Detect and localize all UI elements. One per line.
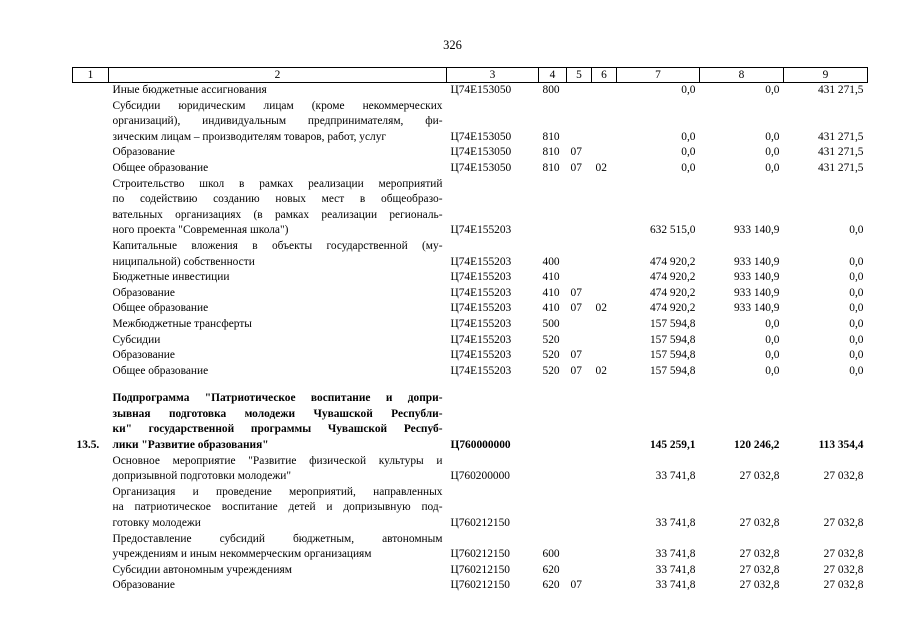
row-name-line: Капитальные вложения в объекты государственной (му- <box>112 239 443 252</box>
subsection-code <box>592 563 617 579</box>
row-name-line: Общее образование <box>112 364 209 377</box>
subsection-code <box>592 270 617 286</box>
amount-col-7: 157 594,8 <box>649 333 696 346</box>
expense-type-code: 410 <box>542 302 560 315</box>
row-name-line: зывная подготовка молодежи Чувашской Республи- <box>112 407 443 420</box>
amount-col-9: 431 271,5 <box>817 130 864 143</box>
amount-col-7: 0,0 <box>681 146 696 159</box>
amount-col-8: 27 032,8 <box>739 579 780 592</box>
table-row <box>73 317 868 333</box>
amount-col-9: 431 271,5 <box>817 161 864 174</box>
subsection-code <box>592 145 617 161</box>
table-row <box>73 99 868 146</box>
row-name-line: Субсидии <box>112 333 161 346</box>
column-header: 7 <box>617 68 700 83</box>
row-number <box>73 145 109 161</box>
section-code: 07 <box>570 579 582 592</box>
subsection-code <box>592 239 617 270</box>
column-header: 6 <box>592 68 617 83</box>
subsection-code <box>592 333 617 349</box>
expense-type-code: 520 <box>542 364 560 377</box>
section-code: 07 <box>570 302 582 315</box>
amount-col-9: 27 032,8 <box>823 563 864 576</box>
table-row <box>73 364 868 380</box>
amount-col-8: 27 032,8 <box>739 563 780 576</box>
page-number: 326 <box>443 38 462 52</box>
section-code: 07 <box>570 349 582 362</box>
table-row <box>73 270 868 286</box>
amount-col-9: 0,0 <box>849 349 864 362</box>
column-header: 2 <box>109 68 447 83</box>
amount-col-8: 0,0 <box>765 333 780 346</box>
row-number <box>73 333 109 349</box>
row-number <box>73 239 109 270</box>
amount-col-7: 0,0 <box>681 161 696 174</box>
subsection-code <box>592 485 617 532</box>
section-code: 07 <box>570 364 582 377</box>
row-name <box>109 301 447 317</box>
amount-col-8: 0,0 <box>765 161 780 174</box>
expense-type-code <box>539 177 567 239</box>
amount-col-9: 27 032,8 <box>823 548 864 561</box>
section-code <box>567 563 592 579</box>
row-number <box>73 563 109 579</box>
target-article-code: Ц74Е155203 <box>450 224 512 237</box>
table-row <box>73 161 868 177</box>
section-code <box>567 83 592 99</box>
subsection-code <box>592 83 617 99</box>
amount-col-8: 0,0 <box>765 364 780 377</box>
row-name-line: ного проекта "Современная школа") <box>112 224 289 237</box>
row-name-line: организаций), индивидуальным предпринимателям, фи- <box>112 115 443 128</box>
row-name <box>109 177 447 239</box>
row-name-line: на патриотическое воспитание детей и допризывную под- <box>112 501 443 514</box>
amount-col-8: 120 246,2 <box>733 439 780 452</box>
amount-col-9: 0,0 <box>849 286 864 299</box>
expense-type-code: 810 <box>542 130 560 143</box>
amount-col-7: 33 741,8 <box>655 517 696 530</box>
target-article-code: Ц760212150 <box>450 563 510 576</box>
amount-col-7: 157 594,8 <box>649 364 696 377</box>
row-number <box>73 83 109 99</box>
amount-col-7: 157 594,8 <box>649 349 696 362</box>
row-name-line: Предоставление субсидий бюджетным, автономным <box>112 532 443 545</box>
column-header: 3 <box>447 68 539 83</box>
subsection-code <box>592 454 617 485</box>
spacer-cell <box>73 379 868 391</box>
section-code <box>567 485 592 532</box>
section-code <box>567 177 592 239</box>
amount-col-8: 933 140,9 <box>733 255 780 268</box>
column-header: 1 <box>73 68 109 83</box>
row-name-line: готовку молодежи <box>112 517 201 530</box>
expense-type-code <box>539 391 567 453</box>
row-name <box>109 391 447 453</box>
row-name-line: допризывной подготовки молодежи" <box>112 470 291 483</box>
amount-col-7: 145 259,1 <box>649 439 696 452</box>
subsection-code <box>592 99 617 146</box>
expense-type-code: 400 <box>542 255 560 268</box>
amount-col-8: 933 140,9 <box>733 271 780 284</box>
amount-col-7: 474 920,2 <box>649 302 696 315</box>
table-row <box>73 83 868 99</box>
row-name <box>109 317 447 333</box>
row-name-line: Иные бюджетные ассигнования <box>112 84 267 96</box>
column-header: 9 <box>784 68 868 83</box>
amount-col-7: 33 741,8 <box>655 548 696 561</box>
target-article-code: Ц760212150 <box>450 579 510 592</box>
target-article-code: Ц74Е153050 <box>450 146 512 159</box>
row-name-line: Образование <box>112 146 175 159</box>
row-name-line: Организация и проведение мероприятий, направленных <box>112 485 443 498</box>
subsection-code <box>592 578 617 594</box>
subsection-code: 02 <box>595 364 607 377</box>
subsection-code <box>592 317 617 333</box>
amount-col-9: 27 032,8 <box>823 517 864 530</box>
column-header: 5 <box>567 68 592 83</box>
amount-col-8: 0,0 <box>765 349 780 362</box>
row-name-line: ниципальной) собственности <box>112 255 255 268</box>
row-name <box>109 83 447 99</box>
row-name-line: Общее образование <box>112 302 209 315</box>
subsection-code: 02 <box>595 161 607 174</box>
row-number <box>73 286 109 302</box>
target-article-code: Ц74Е155203 <box>450 333 512 346</box>
target-article-code: Ц760212150 <box>450 548 510 561</box>
section-code <box>567 270 592 286</box>
section-code: 07 <box>570 146 582 159</box>
row-number <box>73 177 109 239</box>
amount-col-9: 27 032,8 <box>823 579 864 592</box>
expense-type-code <box>539 485 567 532</box>
amount-col-7: 474 920,2 <box>649 286 696 299</box>
row-name <box>109 454 447 485</box>
table-row <box>73 177 868 239</box>
row-number <box>73 578 109 594</box>
row-name-line: Строительство школ в рамках реализации мероприятий <box>112 177 443 190</box>
table-row <box>73 348 868 364</box>
expense-type-code: 810 <box>542 146 560 159</box>
target-article-code: Ц74Е153050 <box>450 84 512 96</box>
amount-col-9: 0,0 <box>849 271 864 284</box>
amount-col-7: 0,0 <box>681 84 696 96</box>
amount-col-7: 632 515,0 <box>649 224 696 237</box>
row-name <box>109 333 447 349</box>
row-name-line: по содействию созданию новых мест в общеобразо- <box>112 193 443 206</box>
row-name-line: учреждениям и иным некоммерческим организациям <box>112 548 372 561</box>
row-name-line: зическим лицам – производителям товаров, работ, услуг <box>112 130 387 143</box>
section-code <box>567 391 592 453</box>
table-row <box>73 578 868 594</box>
target-article-code: Ц760212150 <box>450 517 510 530</box>
row-name-line: ки" государственной программы Чувашской Респуб- <box>112 423 443 436</box>
amount-col-7: 33 741,8 <box>655 563 696 576</box>
row-number <box>73 364 109 380</box>
table-row <box>73 239 868 270</box>
row-name <box>109 145 447 161</box>
amount-col-8: 0,0 <box>765 317 780 330</box>
expense-type-code: 520 <box>542 349 560 362</box>
section-code: 07 <box>570 161 582 174</box>
row-name <box>109 286 447 302</box>
amount-col-7: 474 920,2 <box>649 255 696 268</box>
row-number <box>73 99 109 146</box>
row-name <box>109 270 447 286</box>
subsection-code <box>592 348 617 364</box>
amount-col-8: 933 140,9 <box>733 286 780 299</box>
expense-type-code: 500 <box>542 317 560 330</box>
row-name <box>109 578 447 594</box>
row-number <box>73 270 109 286</box>
row-name-line: Межбюджетные трансферты <box>112 317 252 330</box>
row-number <box>73 485 109 532</box>
subsection-code: 02 <box>595 302 607 315</box>
row-name <box>109 485 447 532</box>
table-row <box>73 391 868 453</box>
section-code: 07 <box>570 286 582 299</box>
row-name-line: Субсидии юридическим лицам (кроме некоммерческих <box>112 99 443 112</box>
table-body <box>73 83 868 595</box>
target-article-code: Ц74Е155203 <box>450 364 512 377</box>
expense-type-code: 620 <box>542 563 560 576</box>
amount-col-9: 431 271,5 <box>817 84 864 96</box>
target-article-code: Ц760200000 <box>450 470 510 483</box>
section-code <box>567 333 592 349</box>
target-article-code: Ц74Е155203 <box>450 302 512 315</box>
expense-type-code: 810 <box>542 161 560 174</box>
row-name-line: Общее образование <box>112 161 209 174</box>
column-header: 4 <box>539 68 567 83</box>
table-row <box>73 333 868 349</box>
row-name-line: лики "Развитие образования" <box>112 439 269 452</box>
header-row <box>73 68 868 83</box>
row-name-line: Основное мероприятие "Развитие физической культуры и <box>112 454 443 467</box>
amount-col-9: 431 271,5 <box>817 146 864 159</box>
table-row <box>73 301 868 317</box>
amount-col-9: 27 032,8 <box>823 470 864 483</box>
amount-col-9: 0,0 <box>849 333 864 346</box>
row-name-line: Образование <box>112 349 175 362</box>
section-code <box>567 454 592 485</box>
expense-type-code: 800 <box>542 84 560 96</box>
section-code <box>567 532 592 563</box>
row-name <box>109 563 447 579</box>
amount-col-8: 27 032,8 <box>739 517 780 530</box>
table-row <box>73 454 868 485</box>
amount-col-9: 113 354,4 <box>818 439 864 452</box>
amount-col-9: 0,0 <box>849 364 864 377</box>
row-name-line: Субсидии автономным учреждениям <box>112 563 292 576</box>
table-row <box>73 145 868 161</box>
amount-col-8: 0,0 <box>765 146 780 159</box>
target-article-code: Ц74Е153050 <box>450 130 512 143</box>
row-number <box>73 317 109 333</box>
amount-col-7: 33 741,8 <box>655 470 696 483</box>
spacer-row <box>73 379 868 391</box>
row-name-line: вательных организациях (в рамках реализации региональ- <box>112 208 443 221</box>
row-number <box>73 301 109 317</box>
expense-type-code <box>539 454 567 485</box>
amount-col-9: 0,0 <box>849 317 864 330</box>
amount-col-8: 27 032,8 <box>739 548 780 561</box>
budget-table <box>72 67 868 594</box>
amount-col-9: 0,0 <box>849 255 864 268</box>
expense-type-code: 410 <box>542 286 560 299</box>
section-code <box>567 99 592 146</box>
target-article-code: Ц74Е155203 <box>450 317 512 330</box>
table-row <box>73 286 868 302</box>
amount-col-8: 27 032,8 <box>739 470 780 483</box>
subsection-code <box>592 391 617 453</box>
subsection-code <box>592 286 617 302</box>
target-article-code: Ц74Е155203 <box>450 286 512 299</box>
subsection-code <box>592 177 617 239</box>
amount-col-7: 474 920,2 <box>649 271 696 284</box>
column-header: 8 <box>700 68 784 83</box>
section-code <box>567 317 592 333</box>
section-code <box>567 239 592 270</box>
expense-type-code: 600 <box>542 548 560 561</box>
row-number <box>73 532 109 563</box>
row-name <box>109 161 447 177</box>
target-article-code: Ц74Е155203 <box>450 349 512 362</box>
amount-col-7: 0,0 <box>681 130 696 143</box>
target-article-code: Ц74Е155203 <box>450 255 512 268</box>
row-name-line: Бюджетные инвестиции <box>112 271 230 284</box>
expense-type-code: 620 <box>542 579 560 592</box>
amount-col-8: 0,0 <box>765 130 780 143</box>
row-name-line: Подпрограмма "Патриотическое воспитание и допри- <box>112 392 443 405</box>
table-row <box>73 563 868 579</box>
row-number <box>73 348 109 364</box>
subsection-code <box>592 532 617 563</box>
row-name <box>109 532 447 563</box>
row-number: 13.5. <box>76 439 100 452</box>
row-name <box>109 348 447 364</box>
amount-col-8: 0,0 <box>765 84 780 96</box>
amount-col-8: 933 140,9 <box>733 224 780 237</box>
target-article-code: Ц760000000 <box>450 439 511 452</box>
table-row <box>73 532 868 563</box>
expense-type-code: 410 <box>542 271 560 284</box>
row-name <box>109 364 447 380</box>
row-name <box>109 99 447 146</box>
row-number <box>73 161 109 177</box>
row-name <box>109 239 447 270</box>
amount-col-7: 157 594,8 <box>649 317 696 330</box>
amount-col-8: 933 140,9 <box>733 302 780 315</box>
row-number <box>73 454 109 485</box>
amount-col-9: 0,0 <box>849 302 864 315</box>
target-article-code: Ц74Е155203 <box>450 271 512 284</box>
row-name-line: Образование <box>112 579 175 592</box>
amount-col-7: 33 741,8 <box>655 579 696 592</box>
table-row <box>73 485 868 532</box>
target-article-code: Ц74Е153050 <box>450 161 512 174</box>
amount-col-9: 0,0 <box>849 224 864 237</box>
expense-type-code: 520 <box>542 333 560 346</box>
row-name-line: Образование <box>112 286 175 299</box>
